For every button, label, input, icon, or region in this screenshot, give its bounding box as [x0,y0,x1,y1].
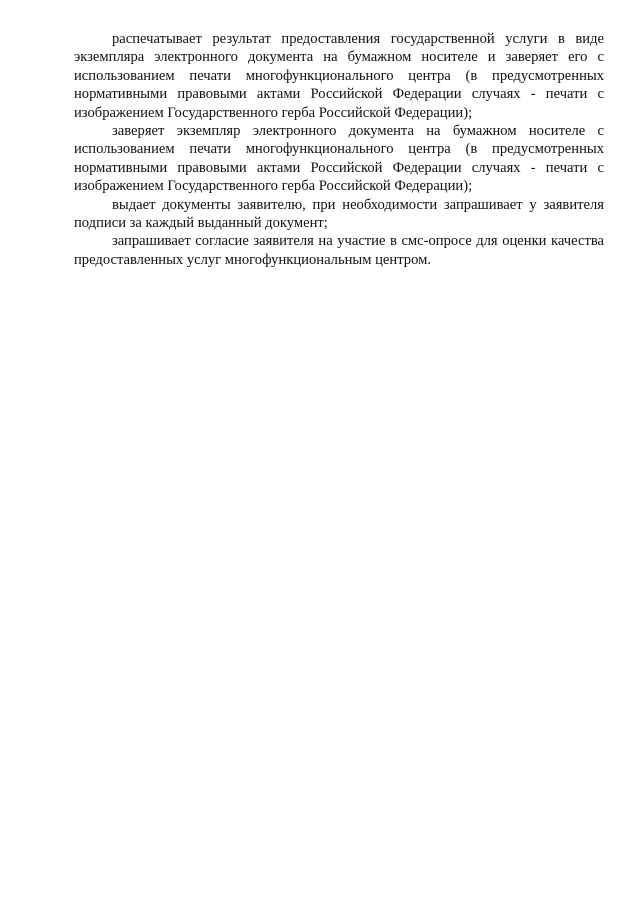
paragraph-sms-survey: запрашивает согласие заявителя на участие в смс-опросе для оценки качества предоставленных услуг многофункциональным центром. [74,233,604,268]
document-body [74,30,604,269]
paragraph-print-result: распечатывает результат предоставления государственной услуги в виде экземпляра электронного документа на бумажном носителе и заверяет его с использованием печати многофункционального центра (в предусмотренных нормативными правовыми актами Российской Федерации случаях - печати с изображением Государственного герба Российской Федерации); [74,31,604,121]
paragraph-issue-documents: выдает документы заявителю, при необходимости запрашивает у заявителя подписи за каждый выданный документ; [74,196,604,232]
paragraph-certify-copy: заверяет экземпляр электронного документа на бумажном носителе с использованием печати многофункционального центра (в предусмотренных нормативными правовыми актами Российской Федерации случаях - печати с изображением Государственного герба Российской Федерации); [74,123,604,195]
